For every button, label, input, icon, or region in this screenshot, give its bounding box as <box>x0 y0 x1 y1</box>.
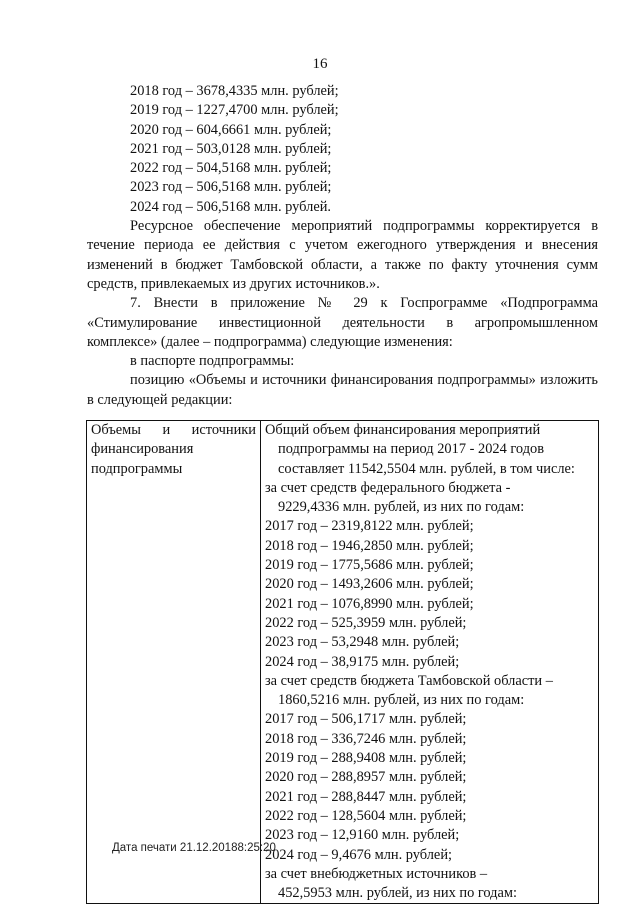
passport-line: в паспорте подпрограммы: <box>130 353 295 370</box>
year-line: 2021 год – 503,0128 млн. рублей; <box>130 140 332 157</box>
funding-line: 2019 год – 1775,5686 млн. рублей; <box>265 557 474 574</box>
table-cell-label <box>87 421 261 904</box>
paragraph-position: позицию «Объемы и источники финансирования подпрограммы» изложить в следующей редакции: <box>87 372 598 408</box>
funding-line: 2024 год – 9,4676 млн. рублей; <box>265 846 453 863</box>
funding-line: 2022 год – 525,3959 млн. рублей; <box>265 614 467 631</box>
funding-line: 2018 год – 336,7246 млн. рублей; <box>265 730 467 747</box>
funding-line: 2022 год – 128,5604 млн. рублей; <box>265 807 467 824</box>
year-line: 2020 год – 604,6661 млн. рублей; <box>130 121 332 138</box>
funding-line: 2018 год – 1946,2850 млн. рублей; <box>265 537 474 554</box>
funding-line: 2020 год – 288,8957 млн. рублей; <box>265 769 467 786</box>
funding-line: 2023 год – 12,9160 млн. рублей; <box>265 827 460 844</box>
funding-line: 2020 год – 1493,2606 млн. рублей; <box>265 576 474 593</box>
funding-line: 2021 год – 1076,8990 млн. рублей; <box>265 595 474 612</box>
funding-lines <box>265 421 594 903</box>
funding-line: 9229,4336 млн. рублей, из них по годам: <box>278 499 525 516</box>
year-line: 2024 год – 506,5168 млн. рублей. <box>130 198 332 215</box>
page-number: 16 <box>312 56 328 72</box>
print-date: Дата печати 21.12.20188:25:20 <box>112 842 276 854</box>
year-line: 2023 год – 506,5168 млн. рублей; <box>130 179 332 196</box>
year-line: 2019 год – 1227,4700 млн. рублей; <box>130 102 339 119</box>
paragraph-resource: Ресурсное обеспечение мероприятий подпрограммы корректируется в течение периода ее действия с учетом ежегодного утверждения и внесения изменений в бюджет Тамбовской области, а также по факту уточнения сумм средств, привлекаемых из других источников.». <box>87 218 598 292</box>
funding-line: 452,5953 млн. рублей, из них по годам: <box>278 885 517 902</box>
funding-line: 2023 год – 53,2948 млн. рублей; <box>265 634 460 651</box>
table-cell-values <box>261 421 599 904</box>
document-body <box>87 82 598 410</box>
funding-line: 2017 год – 506,1717 млн. рублей; <box>265 711 467 728</box>
funding-line: за счет внебюджетных источников – <box>265 865 488 882</box>
year-line: 2022 год – 504,5168 млн. рублей; <box>130 160 332 177</box>
cell-label-text: Объемы и источники финансирования подпрограммы <box>91 422 256 477</box>
funding-line: 2017 год – 2319,8122 млн. рублей; <box>265 518 474 535</box>
funding-line: подпрограммы на период 2017 - 2024 годов <box>278 441 545 458</box>
year-line: 2018 год – 3678,4335 млн. рублей; <box>130 83 339 99</box>
funding-line: за счет средств федерального бюджета - <box>265 479 511 496</box>
funding-line: 2021 год – 288,8447 млн. рублей; <box>265 788 467 805</box>
funding-line: составляет 11542,5504 млн. рублей, в том числе: <box>278 460 575 477</box>
paragraph-item-7: 7. Внести в приложение № 29 к Госпрограмме «Подпрограмма «Стимулирование инвестиционной деятельности в агропромышленном комплексе» (далее – подпрограмма) следующие изменения: <box>87 295 598 350</box>
funding-line: Общий объем финансирования мероприятий <box>265 422 541 438</box>
funding-line: 1860,5216 млн. рублей, из них по годам: <box>278 692 525 709</box>
funding-line: за счет средств бюджета Тамбовской области – <box>265 672 553 689</box>
passport-table <box>86 420 599 904</box>
funding-line: 2019 год – 288,9408 млн. рублей; <box>265 750 467 767</box>
table-row <box>87 421 599 904</box>
funding-line: 2024 год – 38,9175 млн. рублей; <box>265 653 460 670</box>
